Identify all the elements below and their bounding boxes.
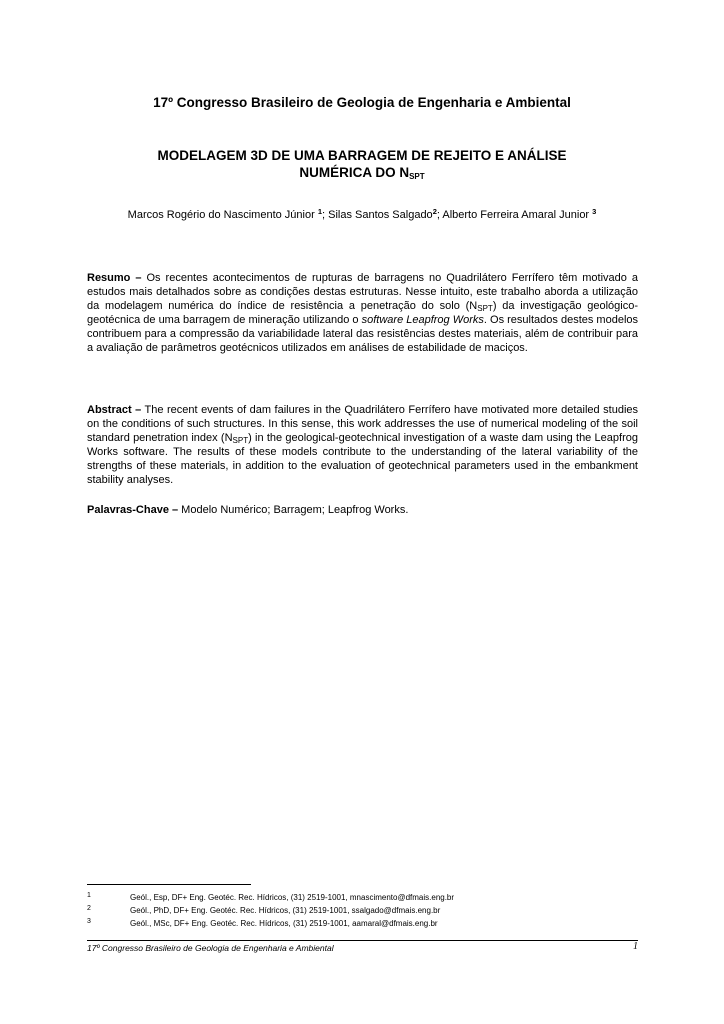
resumo-text: . Os resultados destes modelos contribuem para a compressão da variabilidade lateral das resistências destes materiais, além de contribuir para a avaliação de parâmetros geotécnicos utilizados em análises de estabilidade de maciços.	[87, 313, 639, 354]
paper-title	[90, 147, 634, 181]
footnote-text: Geól., MSc, DF+ Eng. Geotéc. Rec. Hídricos, (31) 2519-1001, aamaral@dfmais.eng.br	[130, 919, 438, 928]
abstract-text: The recent events of dam failures in the Quadrilátero Ferrífero have motivated more detailed studies on the conditions of such structures. In this sense, this work addresses the use of numerical modeling of the soil standard penetration index (N	[87, 404, 639, 444]
paper-title-line-2-text: NUMÉRICA DO N	[299, 165, 410, 180]
footnote-number: 3	[87, 918, 91, 925]
footnotes	[87, 892, 647, 931]
resumo-paragraph	[87, 272, 638, 355]
footnote-text: Geól., PhD, DF+ Eng. Geotéc. Rec. Hídricos, (31) 2519-1001, ssalgado@dfmais.eng.br	[130, 906, 441, 915]
resumo-subscript: SPT	[477, 303, 493, 313]
paper-title-line-2	[90, 164, 634, 181]
keywords-label: Palavras-Chave –	[87, 504, 179, 516]
keywords-text: Modelo Numérico; Barragem; Leapfrog Works.	[178, 504, 409, 516]
author-name: Alberto Ferreira Amaral Junior	[442, 209, 593, 221]
abstract-paragraph	[87, 404, 638, 487]
footnote-text: Geól., Esp, DF+ Eng. Geotéc. Rec. Hídricos, (31) 2519-1001, mnascimento@dfmais.eng.br	[130, 893, 455, 902]
author-affiliation-mark: 2	[432, 207, 437, 216]
footnote-number: 2	[87, 905, 91, 912]
paper-title-line-1: MODELAGEM 3D DE UMA BARRAGEM DE REJEITO E ANÁLISE	[157, 148, 567, 163]
author-affiliation-mark: 3	[592, 207, 597, 216]
abstract-subscript: SPT	[232, 435, 249, 445]
footnote-number: 1	[87, 892, 91, 899]
page-footer: 17º Congresso Brasileiro de Geologia de Engenharia e Ambiental	[87, 943, 334, 953]
footnote	[87, 905, 647, 918]
author-separator: ;	[321, 209, 329, 221]
resumo-italic-text: software Leapfrog Works	[361, 313, 484, 326]
abstract-text: ) in the geological-geotechnical investigation of a waste dam using the Leapfrog Works software. The results of these models contribute to the understanding of the lateral variability of the strengths of these materials, in addition to the evaluation of geotechnical parameters used in the embankment stability analyses.	[87, 431, 638, 486]
footer-rule	[87, 940, 638, 941]
conference-title: 17º Congresso Brasileiro de Geologia de Engenharia e Ambiental	[153, 95, 571, 110]
footnote	[87, 892, 647, 905]
resumo-text: Os recentes acontecimentos de rupturas de barragens no Quadrilátero Ferrífero têm motivado a estudos mais detalhados sobre as condições destas estruturas. Nesse intuito, este trabalho aborda a utilização da modelagem numérica do índice de resistência a penetração do solo (N	[87, 272, 639, 312]
abstract-label: Abstract –	[87, 404, 142, 416]
keywords-paragraph	[87, 504, 638, 518]
author-affiliation-mark: 1	[317, 207, 322, 216]
footnote	[87, 918, 647, 931]
resumo-text: ) da investigação geológico-geotécnica de uma barragem de mineração utilizando o	[87, 299, 638, 326]
page-number: 1	[633, 941, 638, 952]
footnote-separator	[87, 884, 251, 885]
author-list	[0, 208, 724, 222]
resumo-label: Resumo –	[87, 272, 142, 284]
author-name: Marcos Rogério do Nascimento Júnior	[127, 209, 318, 221]
paper-title-subscript: SPT	[409, 172, 425, 181]
author-name: Silas Santos Salgado	[328, 209, 433, 221]
author-separator: ;	[436, 209, 443, 221]
